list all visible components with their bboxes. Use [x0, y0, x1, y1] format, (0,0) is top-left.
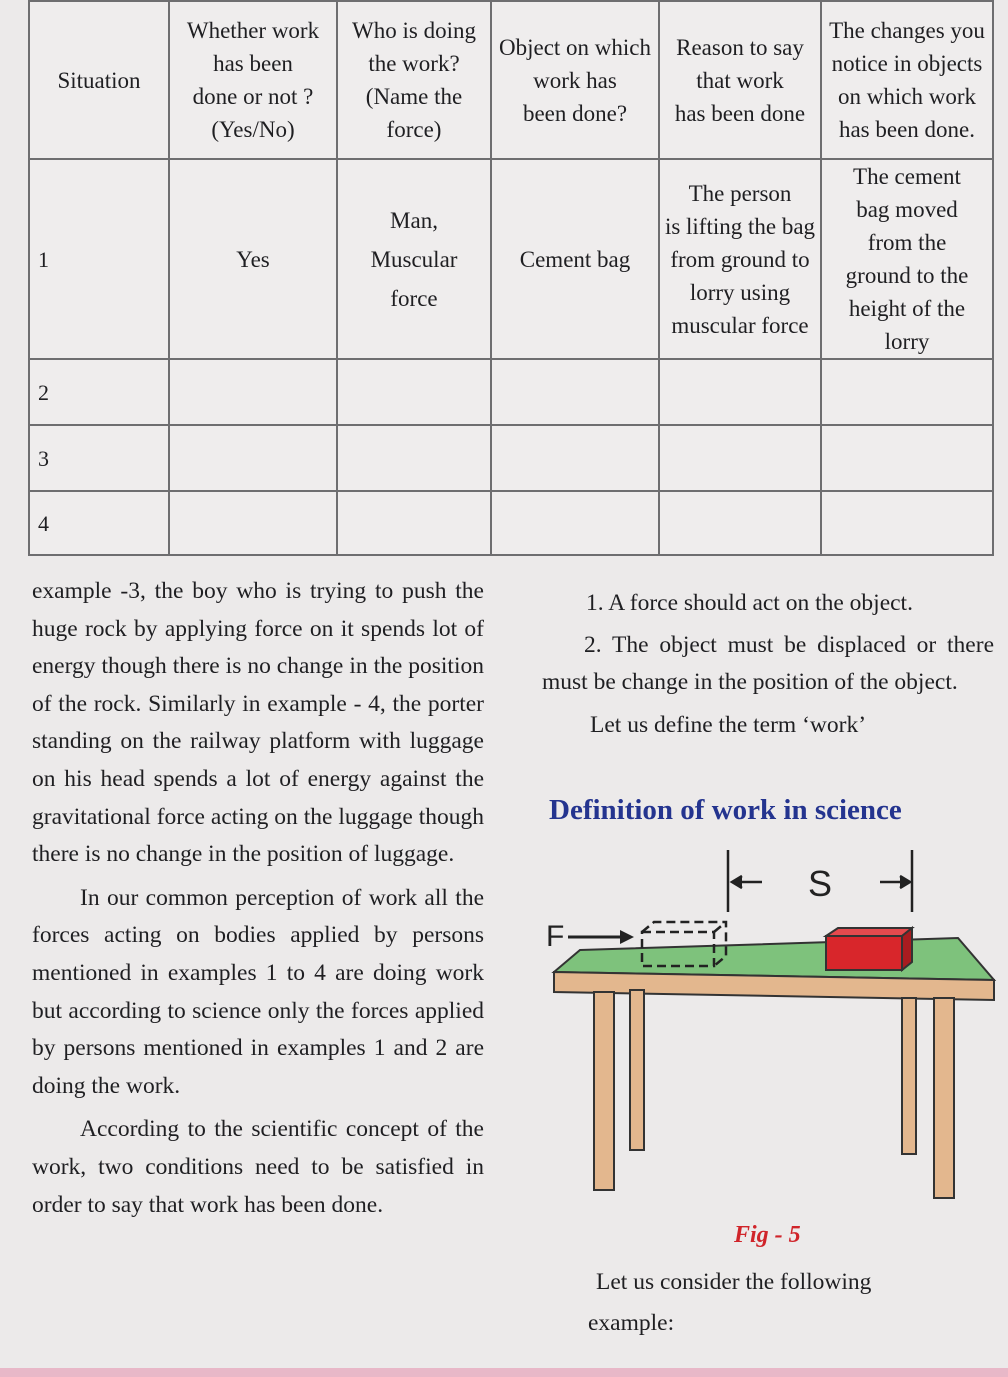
empty-cell	[491, 491, 659, 555]
empty-cell	[491, 359, 659, 425]
section-heading: Definition of work in science	[549, 794, 902, 826]
table-header-row	[29, 1, 993, 159]
figure-caption: Fig - 5	[734, 1222, 801, 1248]
empty-cell	[659, 425, 821, 491]
header-situation: Situation	[29, 1, 169, 159]
force-arrow	[568, 930, 634, 944]
reason-cell: The person is lifting the bag from ground to lorry using muscular force	[659, 159, 821, 359]
empty-cell	[337, 491, 491, 555]
table-leg	[630, 990, 644, 1150]
table-leg	[902, 998, 916, 1154]
empty-cell	[821, 491, 993, 555]
empty-cell	[337, 425, 491, 491]
define-work-line: Let us define the term ‘work’	[590, 712, 867, 738]
table-row	[29, 491, 993, 555]
table-row	[29, 425, 993, 491]
empty-cell	[659, 359, 821, 425]
empty-cell	[169, 491, 337, 555]
condition-2: 2. The object must be displaced or there must be change in the position of the object.	[542, 632, 994, 695]
header-reason: Reason to say that work has been done	[659, 1, 821, 159]
work-figure	[540, 840, 1000, 1210]
table-row	[29, 159, 993, 359]
paragraph-common-perception: In our common perception of work all the forces acting on bodies applied by persons mentioned in examples 1 to 4 are doing work but according to science only the forces applied by persons mentioned in examples 1 and 2 are doing the work.	[32, 884, 484, 1099]
work-done-cell: Yes	[169, 159, 337, 359]
consider-line-2: example:	[588, 1310, 675, 1336]
who-cell: Man, Muscular force	[337, 159, 491, 359]
empty-cell	[821, 359, 993, 425]
force-label: F	[546, 920, 565, 953]
situation-number: 3	[29, 425, 169, 491]
table-row	[29, 359, 993, 425]
block-final-position	[826, 928, 912, 970]
empty-cell	[169, 359, 337, 425]
header-changes: The changes you notice in objects on which work has been done.	[821, 1, 993, 159]
table-leg	[934, 998, 954, 1198]
header-object: Object on which work has been done?	[491, 1, 659, 159]
left-text-column	[32, 573, 484, 1224]
right-text-column	[542, 585, 994, 744]
empty-cell	[337, 359, 491, 425]
work-observation-table	[28, 0, 994, 556]
empty-cell	[659, 491, 821, 555]
object-cell: Cement bag	[491, 159, 659, 359]
paragraph-examples: example -3, the boy who is trying to push the huge rock by applying force on it spends lot of energy though there is no change in the position of the rock. Similarly in example - 4, the porter standing on the railway platform with luggage on his head spends a lot of energy against the gravitational force acting on the luggage though there is no change in the position of luggage.	[32, 578, 484, 868]
header-who-doing-work: Who is doing the work? (Name the force)	[337, 1, 491, 159]
situation-number: 4	[29, 491, 169, 555]
situation-number: 2	[29, 359, 169, 425]
empty-cell	[491, 425, 659, 491]
changes-cell: The cement bag moved from the ground to the height of the lorry	[821, 159, 993, 359]
page-bottom-strip	[0, 1368, 1008, 1377]
paragraph-scientific-concept: According to the scientific concept of the work, two conditions need to be satisfied in order to say that work has been done.	[32, 1116, 484, 1218]
header-whether-work-done: Whether work has been done or not ? (Yes/No)	[169, 1, 337, 159]
consider-line-1: Let us consider the following	[596, 1269, 872, 1295]
situation-number: 1	[29, 159, 169, 359]
table-leg	[594, 992, 614, 1190]
consider-text	[588, 1262, 948, 1344]
condition-1: 1. A force should act on the object.	[586, 590, 913, 616]
empty-cell	[821, 425, 993, 491]
distance-label: S	[807, 863, 833, 904]
empty-cell	[169, 425, 337, 491]
